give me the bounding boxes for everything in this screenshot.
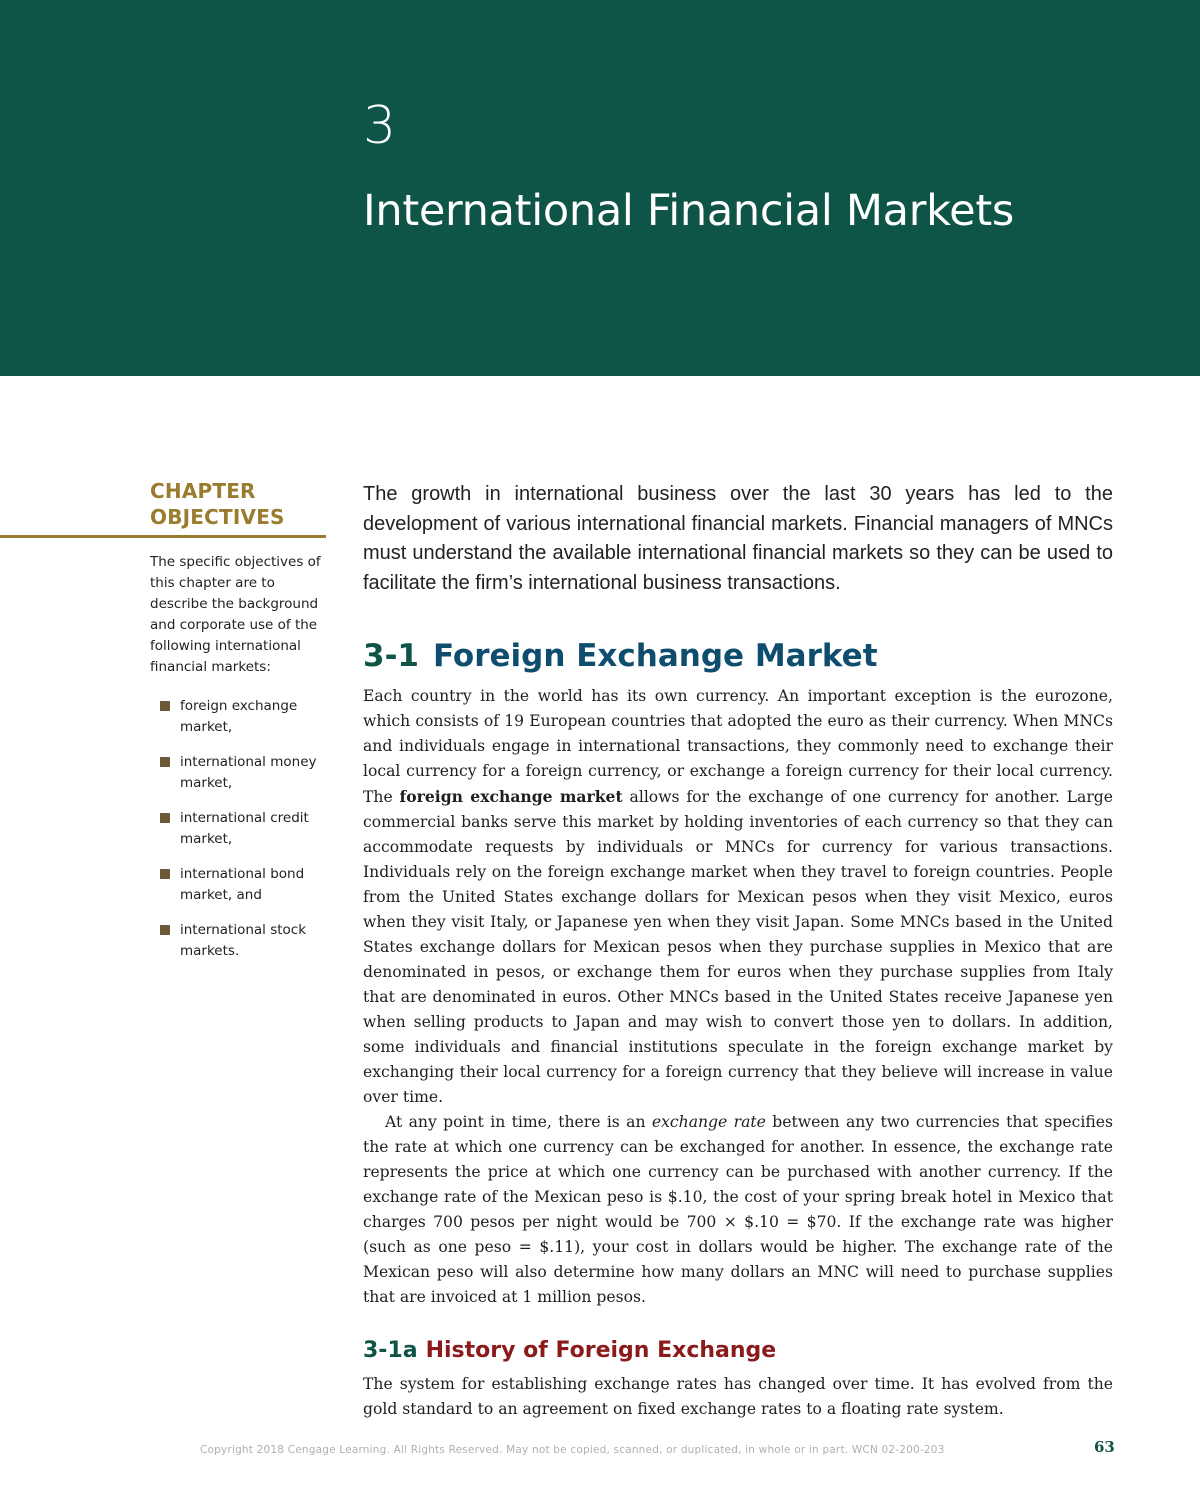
square-bullet-icon	[160, 701, 170, 711]
objective-text: international credit market,	[180, 810, 309, 847]
chapter-title: International Financial Markets	[363, 186, 1014, 236]
objective-item	[158, 808, 326, 850]
objective-item	[158, 752, 326, 794]
objective-item	[158, 696, 326, 738]
chapter-objectives-sidebar	[0, 478, 326, 976]
objectives-list	[158, 696, 326, 962]
square-bullet-icon	[160, 757, 170, 767]
body-paragraph-2	[363, 1110, 1113, 1310]
square-bullet-icon	[160, 869, 170, 879]
objectives-heading-line2: OBJECTIVES	[150, 505, 285, 529]
objectives-divider	[0, 535, 326, 538]
objective-text: foreign exchange market,	[180, 698, 298, 735]
key-term: foreign exchange market	[399, 787, 623, 806]
subsection-number: 3-1a	[363, 1338, 418, 1363]
para1-text-b: allows for the exchange of one currency for another. Large commercial banks serve this market by holding inventories of each currency so that they can accommodate requests by individuals or MNCs for currency for various transactions. Individuals rely on the foreign exchange market when they travel to foreign countries. People from the United States exchange dollars for Mexican pesos when they visit Mexico, euros when they visit Italy, or Japanese yen when they visit Japan. Some MNCs based in the United States exchange dollars for Mexican pesos when they purchase supplies in Mexico that are denominated in pesos, or exchange them for euros when they purchase supplies from Italy that are denominated in euros. Other MNCs based in the United States receive Japanese yen when selling products to Japan and may wish to convert those yen to dollars. In addition, some individuals and financial institutions speculate in the foreign exchange market by exchanging their local currency for a foreign currency that they believe will increase in value over time.	[363, 788, 1113, 1106]
objectives-intro: The specific objectives of this chapter are to describe the background and corporate use of the following international financial markets:	[150, 554, 321, 675]
body-paragraph-1	[363, 684, 1113, 1110]
objective-text: international bond market, and	[180, 866, 305, 903]
square-bullet-icon	[160, 925, 170, 935]
chapter-number: 3	[363, 96, 397, 156]
para2-text-a: At any point in time, there is an	[385, 1113, 652, 1131]
objective-item	[158, 864, 326, 906]
square-bullet-icon	[160, 813, 170, 823]
emphasis-term: exchange rate	[651, 1113, 766, 1131]
section-title: Foreign Exchange Market	[433, 638, 878, 674]
objective-text: international stock markets.	[180, 922, 307, 959]
page-number: 63	[1094, 1438, 1115, 1456]
objective-text: international money market,	[180, 754, 317, 791]
para2-text-b: between any two currencies that specifies the rate at which one currency can be exchanged for another. In essence, the exchange rate represents the price at which one currency can be purchased with another currency. If the exchange rate of the Mexican peso is $.10, the cost of your spring break hotel in Mexico that charges 700 pesos per night would be 700 × $.10 = $70. If the exchange rate was higher (such as one peso = $.11), your cost in dollars would be higher. The exchange rate of the Mexican peso will also determine how many dollars an MNC will need to purchase supplies that are invoiced at 1 million pesos.	[363, 1113, 1113, 1306]
main-content	[363, 480, 1113, 1422]
body-paragraph-3: The system for establishing exchange rates has changed over time. It has evolved from the gold standard to an agreement on fixed exchange rates to a floating rate system.	[363, 1375, 1113, 1418]
objectives-heading	[150, 478, 326, 530]
section-number: 3-1	[363, 638, 420, 674]
para1-text-a: Each country in the world has its own currency. An important exception is the eurozone, which consists of 19 European countries that adopted the euro as their currency. When MNCs and individuals engage in international transactions, they commonly need to exchange their local currency for a foreign currency, or exchange a foreign currency for their local currency. The	[363, 687, 1113, 806]
chapter-banner	[0, 0, 1200, 376]
subsection-heading	[363, 1336, 1113, 1366]
section-heading	[363, 638, 1113, 674]
objective-item	[158, 920, 326, 962]
copyright-footer: Copyright 2018 Cengage Learning. All Rights Reserved. May not be copied, scanned, or duplicated, in whole or in part. WCN 02-200-203	[200, 1444, 945, 1456]
intro-paragraph: The growth in international business over the last 30 years has led to the development of various international financial markets. Financial managers of MNCs must understand the available international financial markets so they can be used to facilitate the firm’s international business transactions.	[363, 483, 1113, 594]
subsection-title: History of Foreign Exchange	[425, 1338, 777, 1363]
objectives-heading-line1: CHAPTER	[150, 479, 256, 503]
